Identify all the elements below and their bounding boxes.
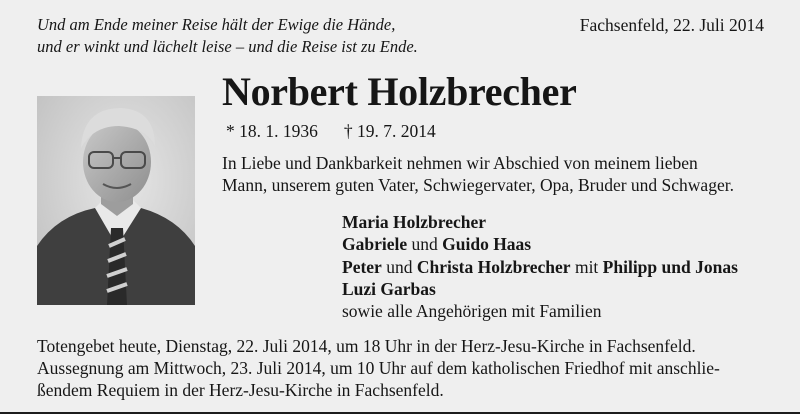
mourner-3-first: Peter (342, 256, 382, 277)
mourner-3 (342, 256, 738, 278)
mourner-2-first: Gabriele (342, 234, 408, 255)
verse-line-1: Und am Ende meiner Reise hält der Ewige die Hände, (37, 15, 396, 34)
service-line-3: ßendem Requiem in der Herz-Jesu-Kirche in Fachsenfeld. (37, 380, 444, 400)
mourner-3-children: Philipp und Jonas (602, 256, 738, 277)
mourner-3-with: mit (570, 256, 603, 277)
mourner-4: Luzi Garbas (342, 278, 436, 299)
farewell-line-1: In Liebe und Dankbarkeit nehmen wir Abschied von meinem lieben (222, 153, 698, 173)
portrait-photo (37, 96, 195, 305)
mourners-list (342, 211, 738, 322)
farewell-line-2: Mann, unserem guten Vater, Schwiegervater, Opa, Bruder und Schwager. (222, 175, 734, 195)
verse-line-2: und er winkt und lächelt leise – und die Reise ist zu Ende. (37, 37, 418, 56)
life-dates (226, 120, 436, 142)
service-line-2: Aussegnung am Mittwoch, 23. Juli 2014, um 10 Uhr auf dem katholischen Friedhof mit anschlie- (37, 358, 720, 378)
mourner-2-and: und (407, 234, 443, 255)
mourner-1: Maria Holzbrecher (342, 212, 486, 232)
place-date: Fachsenfeld, 22. Juli 2014 (579, 15, 764, 35)
verse (37, 14, 418, 58)
birth-date: * 18. 1. 1936 (226, 121, 318, 141)
service-info (37, 335, 767, 401)
mourner-3-and: und (381, 256, 417, 277)
portrait-illustration (37, 96, 195, 305)
mourner-relatives: sowie alle Angehörigen mit Familien (342, 301, 602, 322)
farewell-text (222, 152, 770, 196)
mourner-2-second: Guido Haas (442, 234, 532, 255)
service-line-1: Totengebet heute, Dienstag, 22. Juli 2014, um 18 Uhr in der Herz-Jesu-Kirche in Fachsenfeld. (37, 336, 696, 356)
mourner-2 (342, 233, 738, 255)
mourner-3-second: Christa Holzbrecher (416, 256, 571, 277)
death-date: † 19. 7. 2014 (343, 121, 436, 141)
deceased-name: Norbert Holzbrecher (222, 69, 577, 114)
